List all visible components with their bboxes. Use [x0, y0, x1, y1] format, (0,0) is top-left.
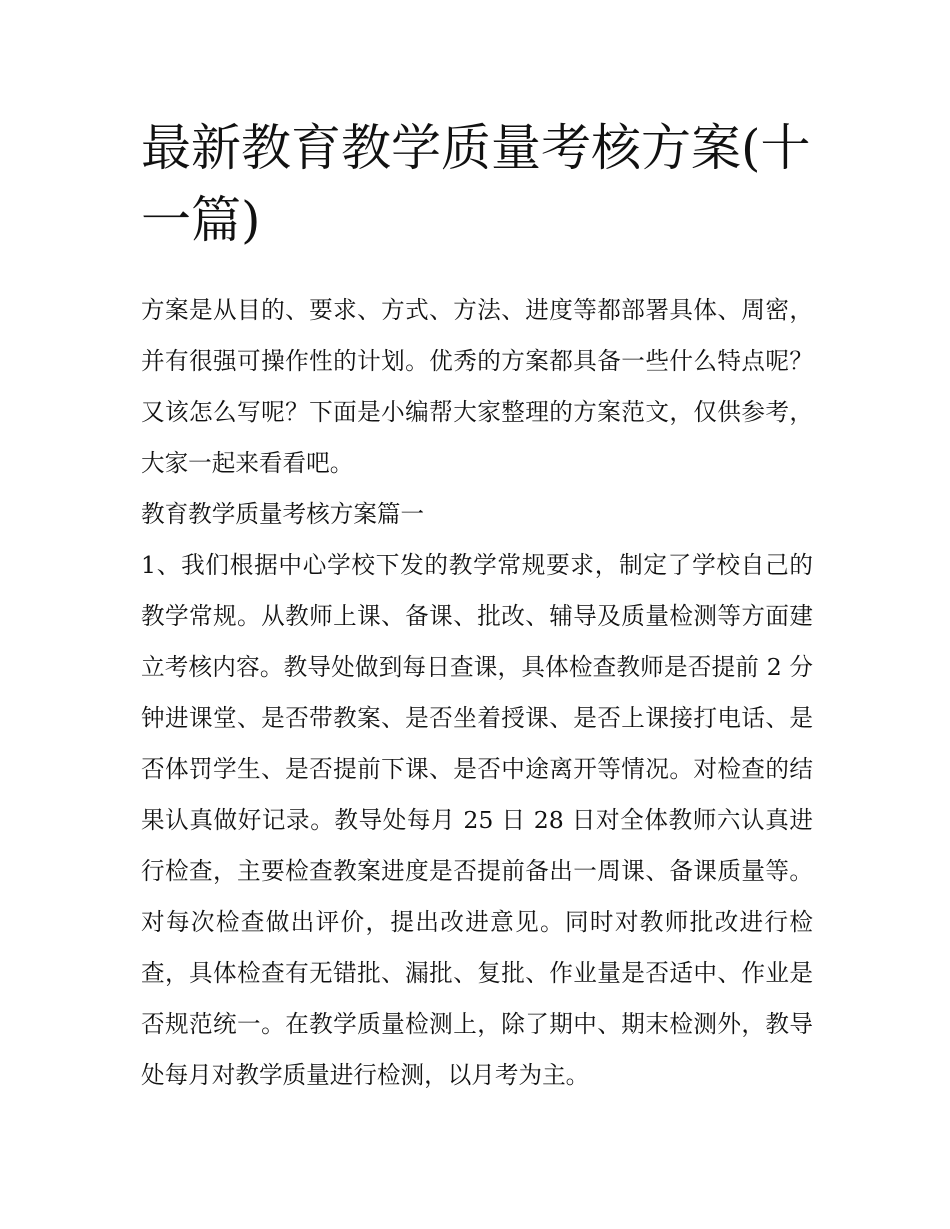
section-body-paragraph: 1、我们根据中心学校下发的教学常规要求，制定了学校自己的教学常规。从教师上课、备课、批改、辅导及质量检测等方面建立考核内容。教导处做到每日查课，具体检查教师是否提前 2 分钟进课堂、是否带教案、是否坐着授课、是否上课接打电话、是否体罚学生、是否提前下课、是否中途离开等情况。对检查的结果认真做好记录。教导处每月 25 日 28 日对全体教师六认真进行检查，主要检查教案进度是否提前备出一周课、备课质量等。对每次检查做出评价，提出改进意见。同时对教师批改进行检查，具体检查有无错批、漏批、复批、作业量是否适中、作业是否规范统一。在教学质量检测上，除了期中、期末检测外，教导处每月对教学质量进行检测，以月考为主。	[141, 551, 813, 1089]
document-content	[141, 112, 813, 1101]
intro-paragraph: 方案是从目的、要求、方式、方法、进度等都部署具体、周密，并有很强可操作性的计划。优秀的方案都具备一些什么特点呢？又该怎么写呢？下面是小编帮大家整理的方案范文，仅供参考，大家一起来看看吧。	[141, 296, 813, 477]
section-heading: 教育教学质量考核方案篇一	[141, 500, 425, 528]
document-title: 最新教育教学质量考核方案(十一篇)	[141, 119, 811, 249]
